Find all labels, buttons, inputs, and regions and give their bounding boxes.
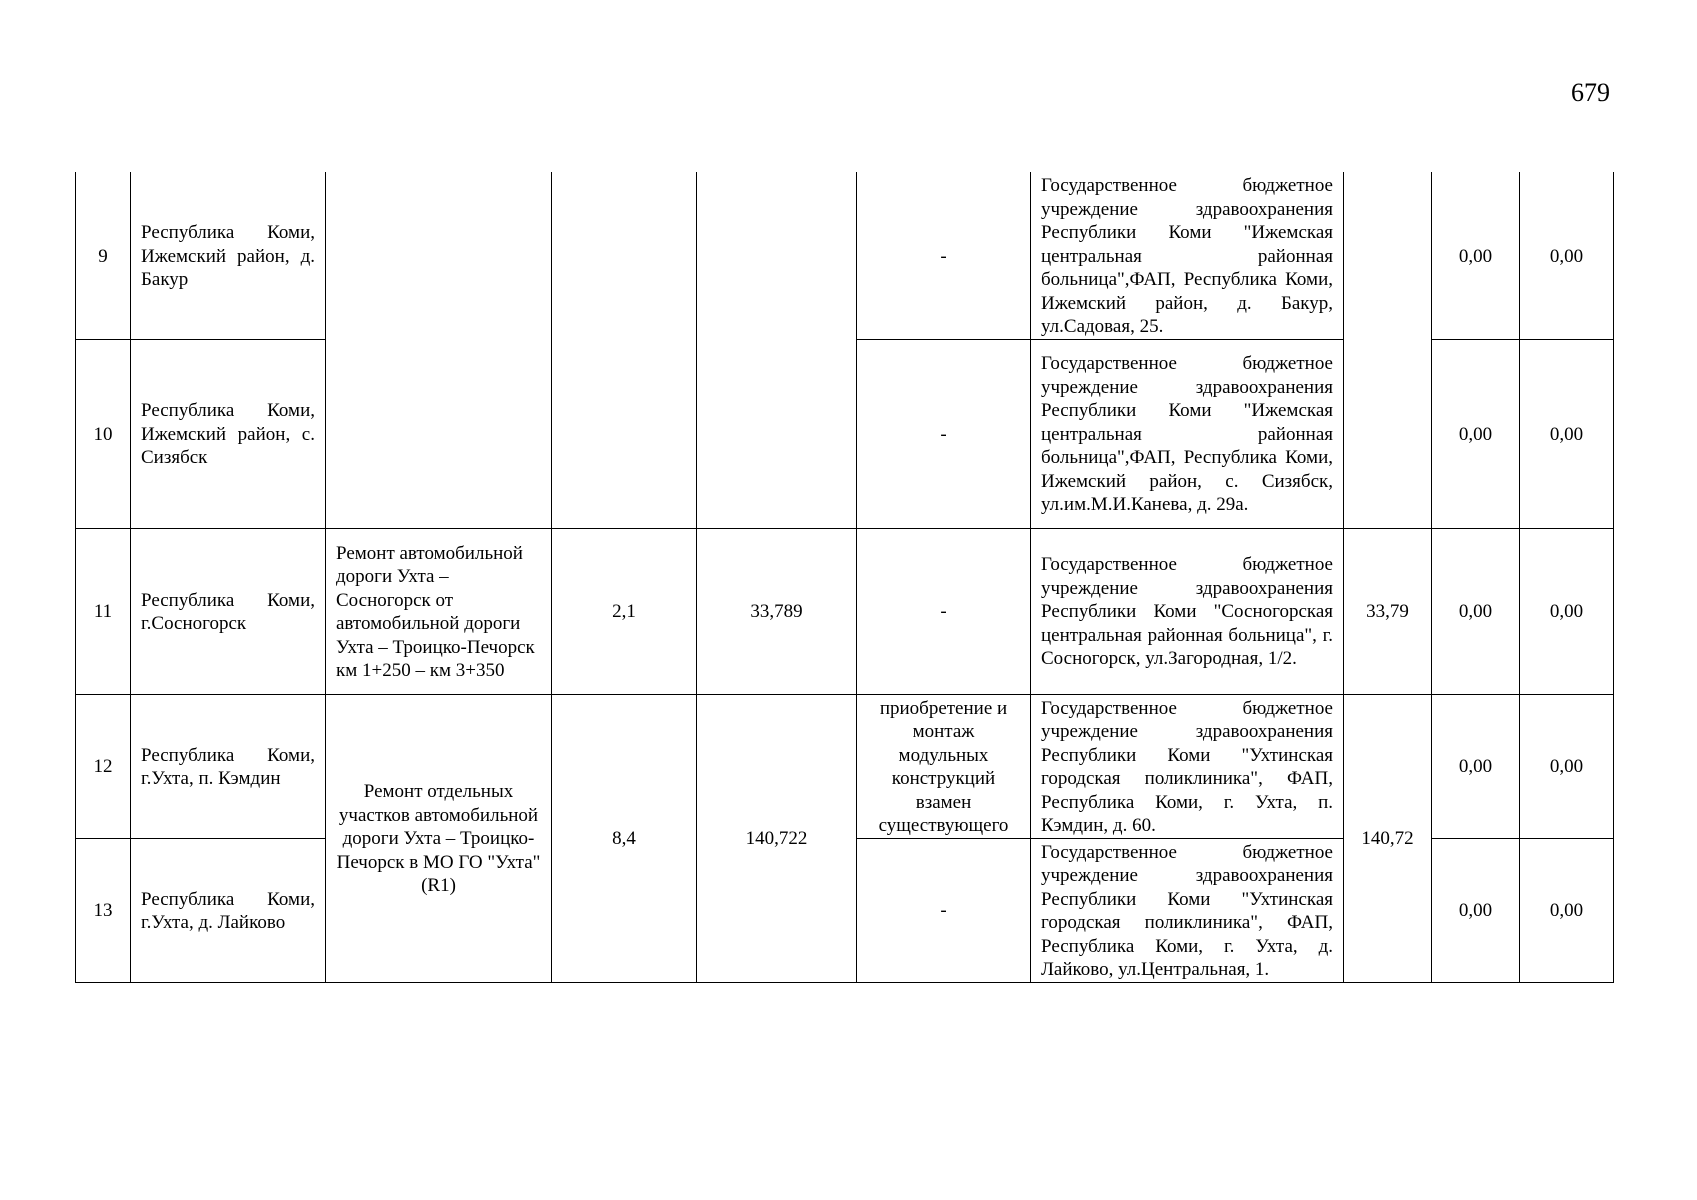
location-cell: Республика Коми, г.Ухта, п. Кэмдин [131,694,326,838]
institution-cell: Государственное бюджетное учреждение здравоохранения Республики Коми "Сосногорская центральная районная больница", г. Сосногорск, ул.Загородная, 1/2. [1031,528,1344,694]
page-number: 679 [1571,78,1610,107]
institution-cell: Государственное бюджетное учреждение здравоохранения Республики Коми "Ухтинская городская поликлиника", ФАП, Республика Коми, г. Ухта, п. Кэмдин, д. 60. [1031,694,1344,838]
value-cell: 0,00 [1520,694,1614,838]
work-cell: приобретение и монтаж модульных конструкций взамен существующего [857,694,1031,838]
value-cell: 0,00 [1432,528,1520,694]
value-cell: 0,00 [1520,339,1614,528]
institution-cell: Государственное бюджетное учреждение здравоохранения Республики Коми "Ижемская центральная районная больница",ФАП, Республика Коми, Ижемский район, с. Сизябск, ул.им.М.И.Канева, д. 29а. [1031,339,1344,528]
document-table [75,172,1614,983]
institution-cell: Государственное бюджетное учреждение здравоохранения Республики Коми "Ижемская центральная районная больница",ФАП, Республика Коми, Ижемский район, д. Бакур, ул.Садовая, 25. [1031,172,1344,339]
work-cell: - [857,339,1031,528]
work-cell: - [857,838,1031,982]
row-number-cell: 13 [76,838,131,982]
cost-cell: 140,722 [697,694,857,982]
row-number-cell: 9 [76,172,131,339]
table-row [76,172,1614,339]
value-cell: 0,00 [1432,339,1520,528]
institution-cell: Государственное бюджетное учреждение здравоохранения Республики Коми "Ухтинская городская поликлиника", ФАП, Республика Коми, г. Ухта, д. Лайково, ул.Центральная, 1. [1031,838,1344,982]
row-number-cell: 10 [76,339,131,528]
location-cell: Республика Коми, Ижемский район, д. Бакур [131,172,326,339]
row-number-cell: 12 [76,694,131,838]
table-row [76,694,1614,838]
road-cell: Ремонт отдельных участков автомобильной дороги Ухта – Троицко-Печорск в МО ГО "Ухта" (R1) [326,694,552,982]
value-cell: 0,00 [1432,694,1520,838]
cost-cell: 33,789 [697,528,857,694]
row-number-cell: 11 [76,528,131,694]
location-cell: Республика Коми, г.Сосногорск [131,528,326,694]
total-cell [1344,172,1432,528]
length-cell [552,172,697,528]
cost-cell [697,172,857,528]
table-row [76,528,1614,694]
location-cell: Республика Коми, г.Ухта, д. Лайково [131,838,326,982]
work-cell: - [857,528,1031,694]
road-cell: Ремонт автомобильной дороги Ухта – Сосногорск от автомобильной дороги Ухта – Троицко-Печорск км 1+250 – км 3+350 [326,528,552,694]
total-cell: 140,72 [1344,694,1432,982]
total-cell: 33,79 [1344,528,1432,694]
value-cell: 0,00 [1520,528,1614,694]
location-cell: Республика Коми, Ижемский район, с. Сизябск [131,339,326,528]
value-cell: 0,00 [1432,838,1520,982]
value-cell: 0,00 [1432,172,1520,339]
road-cell [326,172,552,528]
value-cell: 0,00 [1520,172,1614,339]
work-cell: - [857,172,1031,339]
value-cell: 0,00 [1520,838,1614,982]
length-cell: 8,4 [552,694,697,982]
length-cell: 2,1 [552,528,697,694]
